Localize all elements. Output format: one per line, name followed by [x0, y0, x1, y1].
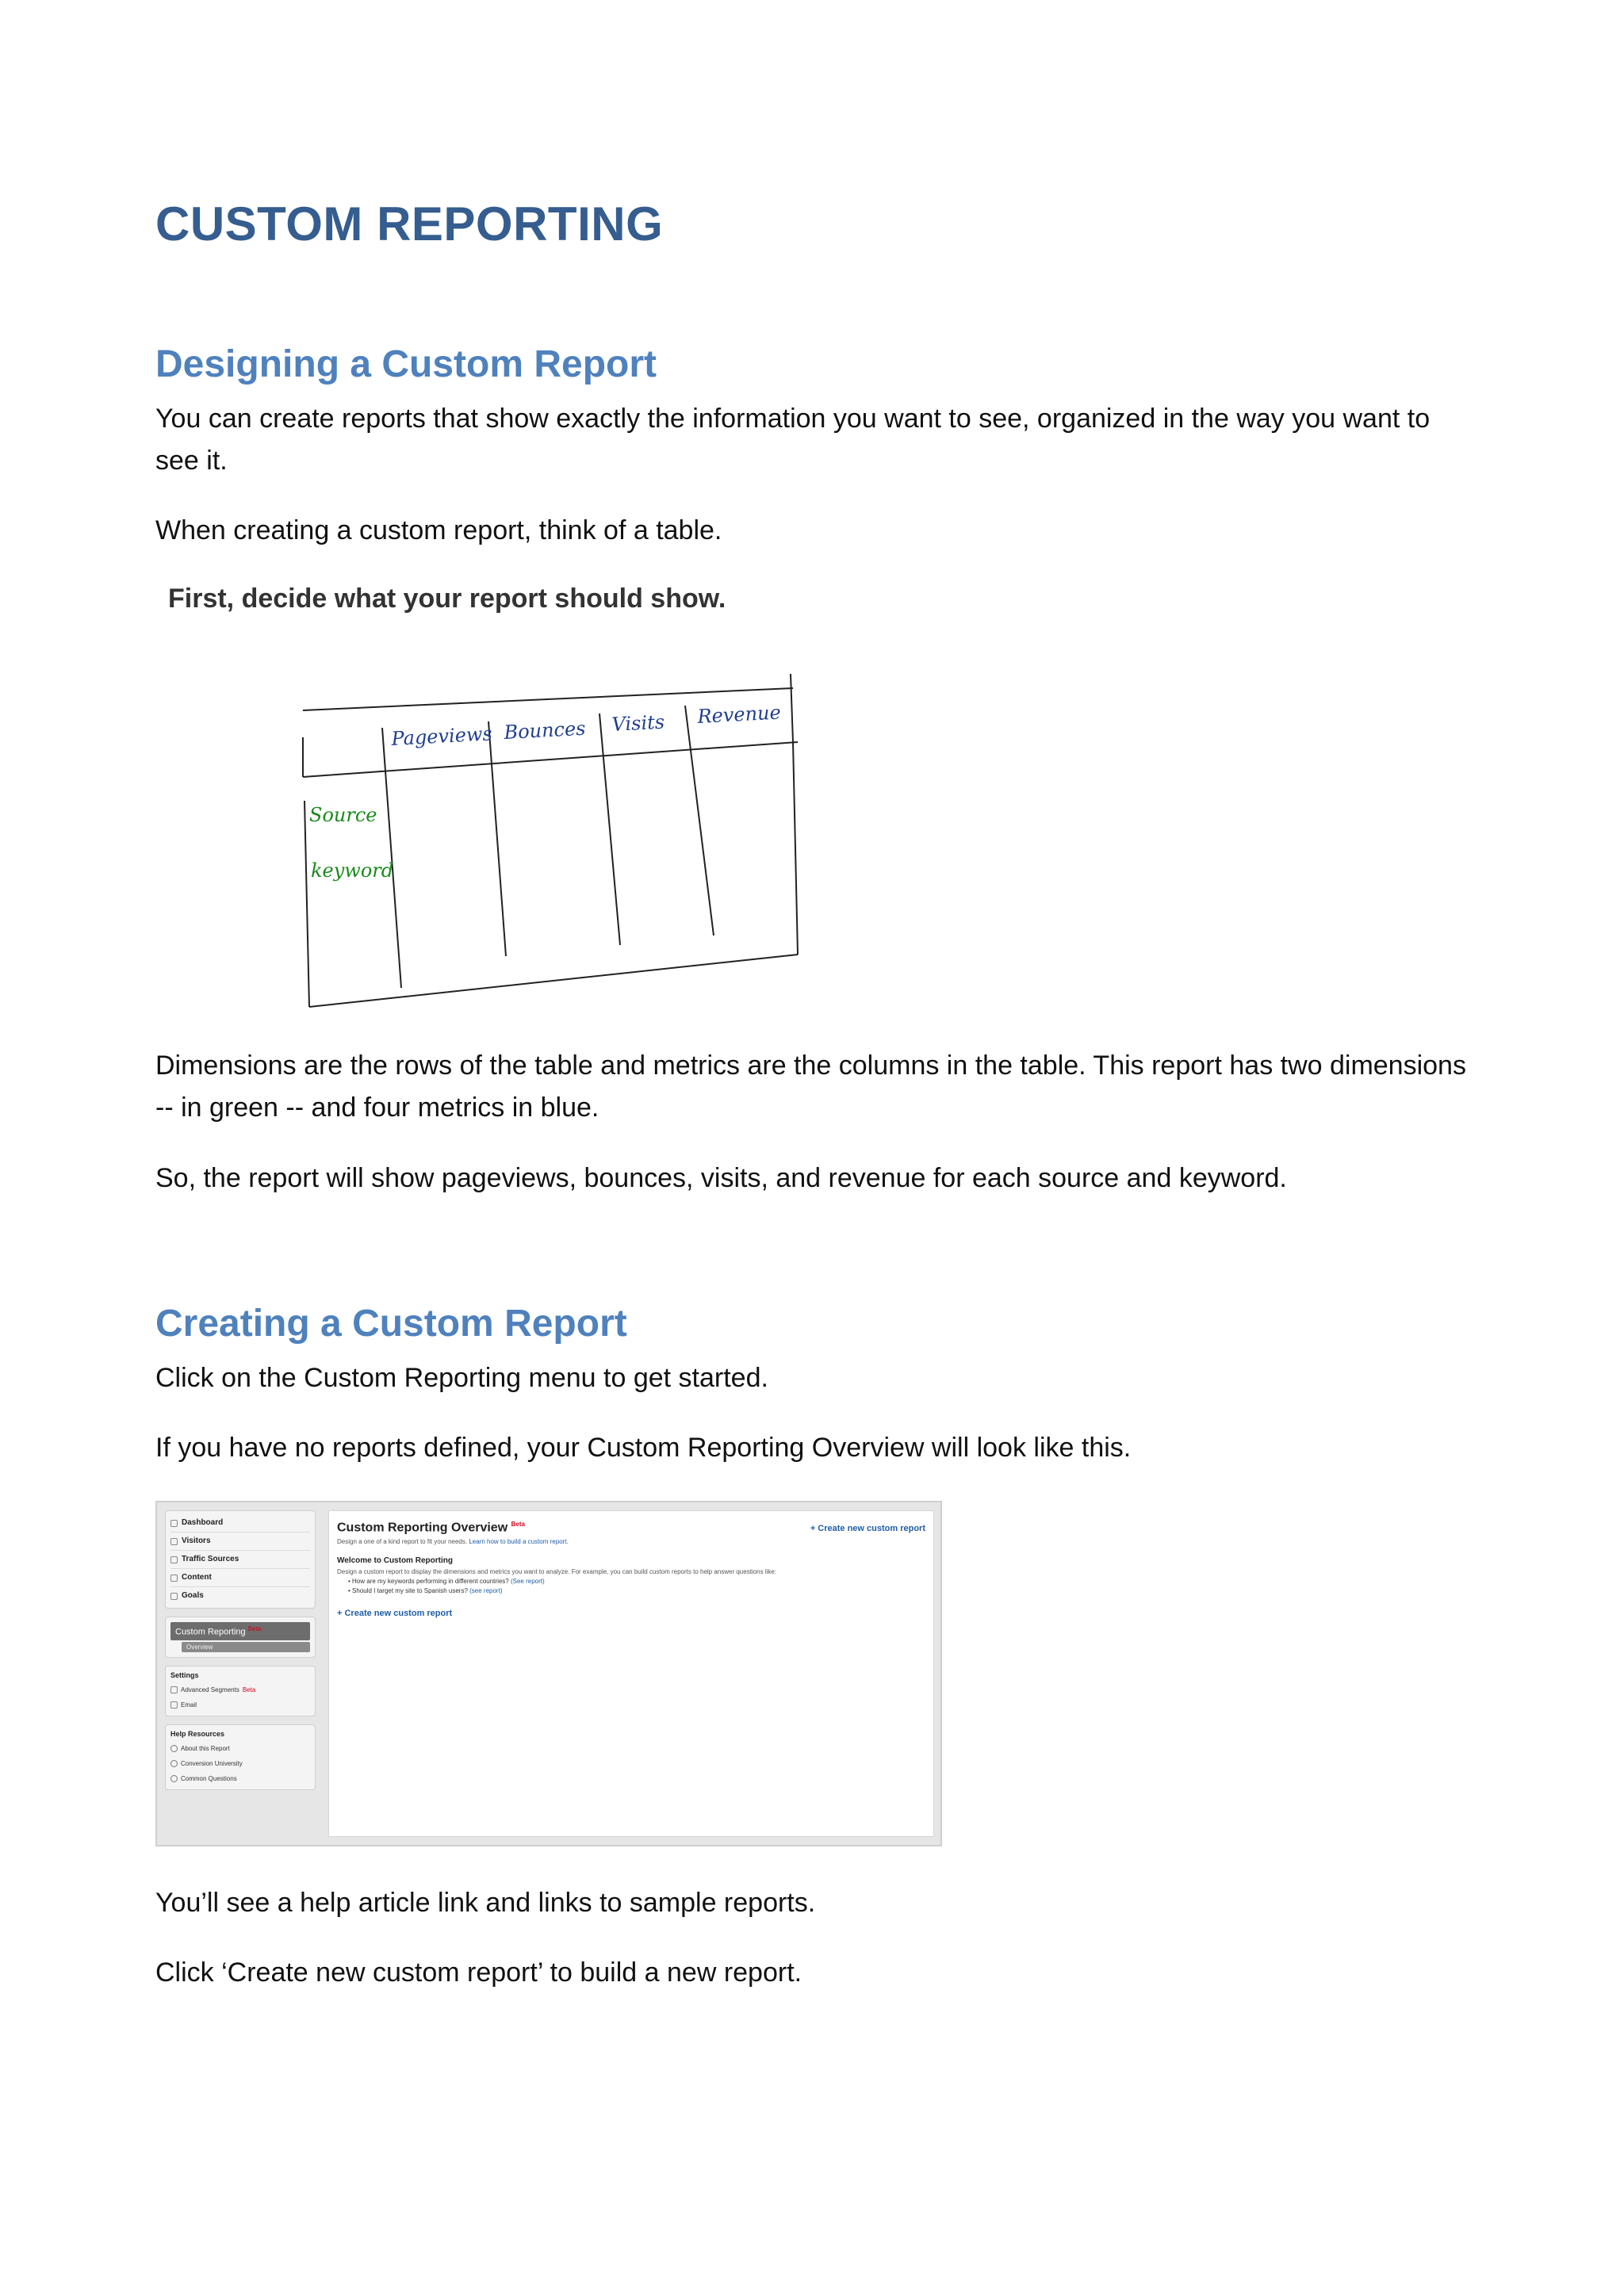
sketch-metric-label: Revenue	[696, 701, 782, 728]
beta-badge: Beta	[511, 1521, 525, 1528]
sketch-line	[488, 721, 506, 956]
sketch-metric-label: Bounces	[503, 717, 587, 744]
welcome-text: Design a custom report to display the dimensions and metrics you want to analyze. For example, you can build custom reports to help answer questions like:	[337, 1568, 777, 1576]
custom-reporting-box	[165, 1617, 316, 1658]
nav-item-content[interactable]: Content	[170, 1569, 310, 1587]
dashboard-icon	[170, 1520, 178, 1527]
see-report-link[interactable]: (See report)	[510, 1578, 545, 1586]
sketch-line	[309, 955, 798, 1007]
nav-item-visitors[interactable]: Visitors	[170, 1533, 310, 1551]
sketch-dimension-label: keyword	[311, 859, 394, 882]
see-report-link[interactable]: (see report)	[469, 1587, 503, 1595]
sketch-line	[599, 714, 620, 945]
paragraph: Click on the Custom Reporting menu to get started.	[155, 1363, 768, 1393]
settings-heading: Settings	[170, 1670, 199, 1679]
page-title: CUSTOM REPORTING	[155, 197, 664, 251]
callout-text: First, decide what your report should show.	[168, 584, 726, 614]
sketch-line	[303, 742, 798, 777]
settings-item-email[interactable]: Email	[170, 1697, 310, 1712]
section-heading-designing: Designing a Custom Report	[155, 343, 657, 385]
help-item[interactable]: Common Questions	[170, 1771, 310, 1786]
help-icon	[170, 1775, 178, 1782]
screenshot-main-panel	[328, 1510, 934, 1837]
overview-title: Custom Reporting Overview $^{Beta}$	[337, 1521, 525, 1535]
traffic-icon	[170, 1556, 178, 1563]
hand-drawn-table-sketch	[293, 666, 809, 1015]
paragraph: You’ll see a help article link and links to sample reports.	[155, 1888, 816, 1918]
nav-item-goals[interactable]: Goals	[170, 1587, 310, 1605]
visitors-icon	[170, 1538, 178, 1545]
flag-icon	[170, 1593, 178, 1600]
welcome-heading: Welcome to Custom Reporting	[337, 1556, 453, 1566]
beta-badge: Beta	[247, 1625, 262, 1632]
overview-subtitle: Design a one of a kind report to fit your needs. Learn how to build a custom report.	[337, 1538, 569, 1546]
segments-icon	[170, 1686, 178, 1693]
settings-box	[165, 1666, 316, 1716]
sketch-line	[791, 674, 793, 742]
nav-item-overview[interactable]: Overview	[182, 1642, 310, 1652]
paragraph: You can create reports that show exactly the information you want to see, organized in the way you want to see it.	[155, 404, 1431, 476]
create-new-report-link[interactable]: + Create new custom report	[810, 1524, 925, 1533]
sketch-line	[382, 728, 401, 988]
nav-item-dashboard[interactable]: Dashboard	[170, 1514, 310, 1533]
paragraph: So, the report will show pageviews, bounces, visits, and revenue for each source and keyword.	[155, 1163, 1287, 1193]
help-box	[165, 1724, 316, 1790]
section-heading-creating: Creating a Custom Report	[155, 1303, 627, 1345]
help-heading: Help Resources	[170, 1729, 225, 1738]
question-item: • How are my keywords performing in different countries? (See report)	[348, 1578, 545, 1586]
sketch-line	[793, 742, 798, 955]
email-icon	[170, 1701, 178, 1709]
learn-how-link[interactable]: Learn how to build a custom report.	[469, 1538, 569, 1546]
help-item[interactable]: About this Report	[170, 1741, 310, 1756]
paragraph: Dimensions are the rows of the table and metrics are the columns in the table. This report has two dimensions -- in green -- and four metrics in blue.	[155, 1050, 1466, 1123]
help-icon	[170, 1760, 178, 1767]
paragraph: If you have no reports defined, your Custom Reporting Overview will look like this.	[155, 1433, 1132, 1463]
content-icon	[170, 1575, 178, 1582]
sketch-dimension-label: Source	[309, 804, 377, 826]
sketch-metric-label: Pageviews	[390, 722, 493, 750]
help-item[interactable]: Conversion University	[170, 1756, 310, 1771]
nav-box	[165, 1510, 316, 1609]
screenshot-sidebar	[165, 1510, 316, 1798]
settings-item-advanced-segments[interactable]: Advanced Segments Beta	[170, 1682, 310, 1697]
sketch-line	[685, 706, 714, 936]
question-item: • Should I target my site to Spanish users? (see report)	[348, 1587, 503, 1595]
custom-reporting-screenshot	[155, 1501, 942, 1846]
help-icon	[170, 1745, 178, 1752]
sketch-line	[304, 801, 309, 1007]
create-new-report-link-bottom[interactable]: + Create new custom report	[337, 1609, 453, 1619]
paragraph: When creating a custom report, think of a table.	[155, 515, 722, 545]
beta-badge: Beta	[242, 1686, 256, 1693]
sketch-metric-label: Visits	[611, 710, 665, 736]
nav-item-custom-reporting[interactable]: Custom Reporting $^{Beta}$	[170, 1622, 310, 1640]
nav-item-traffic-sources[interactable]: Traffic Sources	[170, 1551, 310, 1569]
paragraph: Click ‘Create new custom report’ to build a new report.	[155, 1957, 802, 1988]
